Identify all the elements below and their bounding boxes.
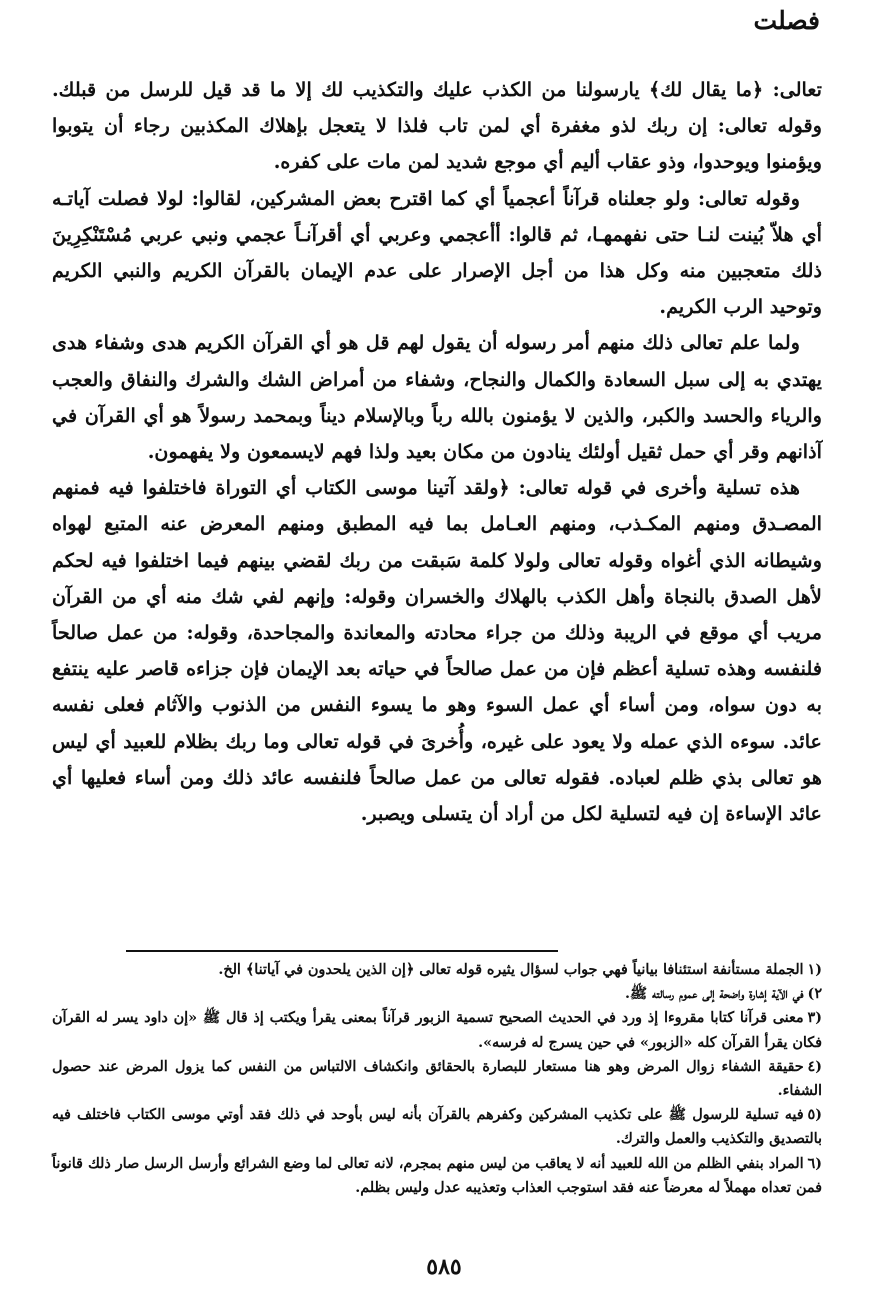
footnote-number: (٣ [807,1010,822,1027]
footnotes [52,958,822,1200]
paragraph: هذه تسلية وأخرى في قوله تعالى: ﴿ولقد آتينا موسى الكتاب أي التوراة فاختلفوا فيه فمنهم المصـدق ومنهم المكـذب، ومنهم العـامل بما فيه المطبق ومنهم المعرض عنه المتبع لهواه وشيطانه الذي أغواه وقوله تعالى ولولا كلمة سَبقت من ربك لقضي بينهم فيما اختلفوا فيه لحكم لأهل الصدق بالنجاة وأهل الكذب بالهلاك والخسران وقوله: وإنهم لفي شك منه أي من القرآن مريب أي موقع في الريبة وذلك من جراء محادته والمعاندة والمجاحدة، وقوله: من عمل صالحاً فلنفسه وهذه تسلية أعظم فإن من عمل صالحاً في حياته بعد الإيمان فإن جزاءه قاصر عليه ينتفع به دون سواه، ومن أساء أي عمل السوء وهو ما يسوء النفس من الذنوب والآثام فعلى نفسه عائد. سوءه الذي عمله ولا يعود على غيره، وأُخرىَ في قوله تعالى وما ربك بظلام للعبيد أي ليس هو تعالى بذي ظلم لعباده. فقوله تعالى من عمل صالحاً فلنفسه عائد ذلك ومن أساء فعليها أي عائد الإساءة إن فيه لتسلية لكل من أراد أن يتسلى ويصبر. [52,476,822,826]
footnote [52,1103,822,1151]
paragraph: وقوله تعالى: ولو جعلناه قرآناً أعجمياً أي كما اقترح بعض المشركين، لقالوا: لولا فصلت آياتـه أي هلاّ بُينت لنـا حتى نفهمهـا، ثم قالوا: أأعجمي وعربي أي أقرآنـاً عجمي ونبي عربي مُسْتَنْكِرِينَ ذلك متعجبين منه وكل هذا من أجل الإصرار على عدم الإيمان بالقرآن الكريم والنبي الكريم وتوحيد الرب الكريم. [52,186,822,319]
footnote [52,1006,822,1054]
footnote [52,982,822,1006]
footnote-text: معنى قرآنا كتابا مقروءا إذ ورد في الحديث الصحيح تسمية الزبور قرآناً بمعنى يقرأ ويكتب إذ قال ﷺ «إن داود يسر له القرآن فكان يقرأ القرآن كله «الزبور» في حين يسرج له فرسه». [52,1010,822,1051]
footnote-number: ٢) [807,986,822,1003]
footnote-divider [126,950,558,952]
footnote [52,1055,822,1103]
footnote [52,1152,822,1200]
footnote-number: (٤ [807,1058,822,1075]
footnote-text: المراد بنفي الظلم من الله للعبيد أنه لا يعاقب من ليس منهم بمجرم، لانه تعالى لما وضع الشرائع وأرسل الرسل صار ذلك قانوناً فمن تعداه مهملاً له معرضاً عنه فقد استوجب العذاب وتعذيبه عدل وليس بظلم. [52,1155,822,1196]
footnote-number: (٥ [807,1107,822,1124]
footnote [52,958,822,982]
footnote-text: حقيقة الشفاء زوال المرض وهو هنا مستعار للبصارة بالحقائق وانكشاف الالتباس من النفس كما يزول المرض عند حصول الشفاء. [52,1058,822,1100]
footnote-number: (١ [807,962,822,978]
paragraph: تعالى: ﴿ما يقال لك﴾ يارسولنا من الكذب عليك والتكذيب لك إلا ما قد قيل للرسل من قبلك. وقوله تعالى: إن ربك لذو مغفرة أي لمن تاب فلذا لا يتعجل بإهلاك المكذبين رجاء أن يتوبوا ويؤمنوا ويوحدوا، وذو عقاب أليم أي موجع شديد لمن مات على كفره. [52,78,822,174]
commentary-body [52,72,822,832]
footnote-text: في الآية إشارة واضحة إلى عموم رسالته ﷺ. [624,986,804,1003]
footnote-text: فيه تسلية للرسول ﷺ على تكذيب المشركين وكفرهم بالقرآن بأنه ليس بأوحد في ذلك فقد أوتي موسى الكتاب فاختلف فيه بالتصديق والتكذيب والعمل والترك. [52,1107,822,1148]
surah-title: فصلت [753,6,820,35]
footnote-number: (٦ [807,1155,822,1172]
paragraph: ولما علم تعالى ذلك منهم أمر رسوله أن يقول لهم قل هو أي القرآن الكريم هدى وشفاء هدى يهتدي به إلى سبل السعادة والكمال والنجاح، وشفاء من أمراض الشك والشرك والنفاق والعجب والرياء والحسد والكبر، والذين لا يؤمنون بالله رباً وبالإسلام ديناً وبمحمد رسولاً هو أي القرآن في آذانهم وقر أي حمل ثقيل أولئك ينادون من مكان بعيد ولذا فهم لايسمعون ولا يفهمون. [52,331,822,464]
footnote-text: الجملة مستأنفة استئنافا بيانياً فهي جواب لسؤال يثيره قوله تعالى ﴿إن الذين يلحدون في آياتنا﴾ الخ. [218,962,804,978]
page-number: ٥٨٥ [426,1254,462,1280]
